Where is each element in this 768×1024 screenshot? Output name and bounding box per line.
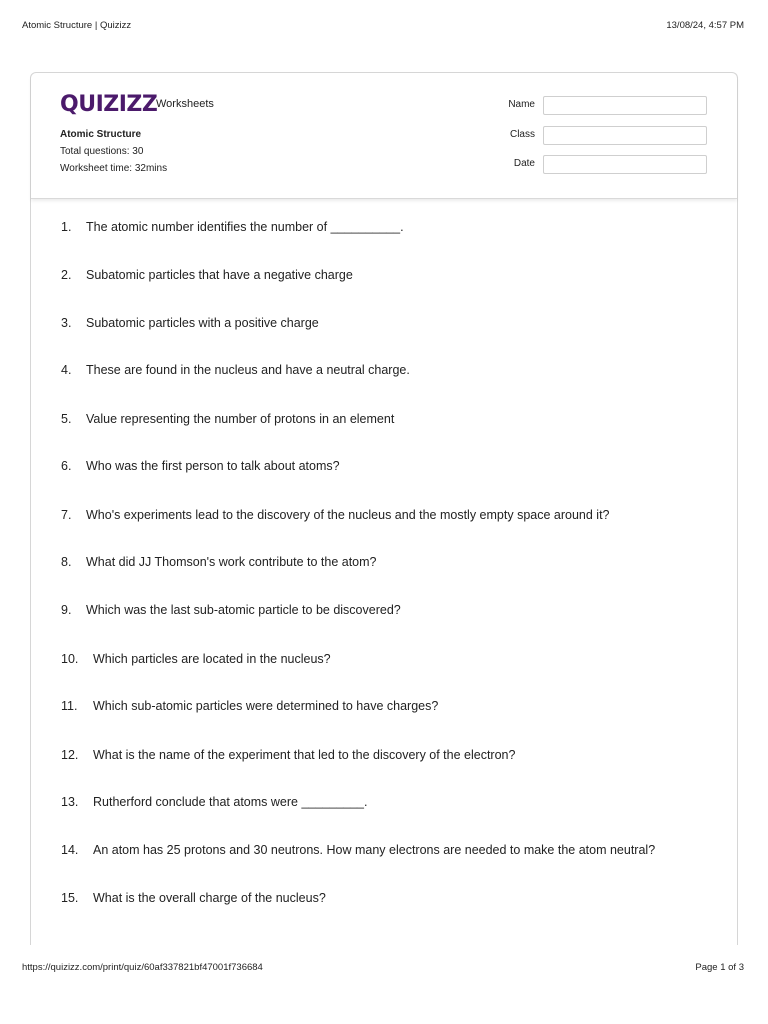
worksheet-header [31,73,737,199]
class-label: Class [509,129,535,140]
worksheet-title: Atomic Structure [60,129,142,140]
question-number: 12. [61,748,79,762]
date-label: Date [513,158,535,169]
logo-wordmark: QUIZIZZ [60,91,158,117]
question-number: 15. [61,891,79,905]
worksheets-label: Worksheets [156,98,214,110]
question-number: 9. [61,603,72,617]
question-number: 7. [61,508,72,522]
question-number: 11. [61,699,78,713]
question-number: 13. [61,795,79,809]
question-text: The atomic number identifies the number of __________. [86,220,404,234]
question-number: 2. [61,268,72,282]
question-number: 3. [61,316,72,330]
question-number: 8. [61,555,72,569]
print-footer [22,962,744,976]
worksheet-time: Worksheet time: 32mins [60,163,168,174]
print-header [22,20,744,34]
question-text: An atom has 25 protons and 30 neutrons. How many electrons are needed to make the atom neutral? [93,843,656,857]
name-field[interactable] [543,96,707,115]
question-number: 4. [61,363,72,377]
name-label: Name [508,99,535,110]
question-number: 6. [61,459,72,473]
page-number: Page 1 of 3 [695,962,744,973]
question-text: Which particles are located in the nucleus? [93,652,331,666]
question-text: These are found in the nucleus and have a neutral charge. [86,363,410,377]
question-text: Which was the last sub-atomic particle to be discovered? [86,603,401,617]
print-url: https://quizizz.com/print/quiz/60af337821bf47001f736684 [22,962,263,973]
question-number: 14. [61,843,79,857]
question-text: Subatomic particles that have a negative charge [86,268,353,282]
print-page-title: Atomic Structure | Quizizz [22,20,132,31]
question-text: What is the name of the experiment that led to the discovery of the electron? [93,748,516,762]
question-number: 10. [61,652,79,666]
question-text: Which sub-atomic particles were determined to have charges? [93,699,439,713]
question-number: 5. [61,412,72,426]
question-text: What is the overall charge of the nucleus? [93,891,326,905]
question-text: What did JJ Thomson's work contribute to the atom? [86,555,377,569]
question-text: Who was the first person to talk about atoms? [86,459,340,473]
print-datetime: 13/08/24, 4:57 PM [666,20,744,31]
question-number: 1. [61,220,72,234]
question-text: Who's experiments lead to the discovery of the nucleus and the mostly empty space around it? [86,508,610,522]
question-text: Rutherford conclude that atoms were _________. [93,795,368,809]
quizizz-logo [60,91,157,117]
question-text: Subatomic particles with a positive charge [86,316,319,330]
class-field[interactable] [543,126,707,145]
date-field[interactable] [543,155,707,174]
worksheet [30,72,738,945]
question-text: Value representing the number of protons in an element [86,412,395,426]
total-questions: Total questions: 30 [60,146,144,157]
